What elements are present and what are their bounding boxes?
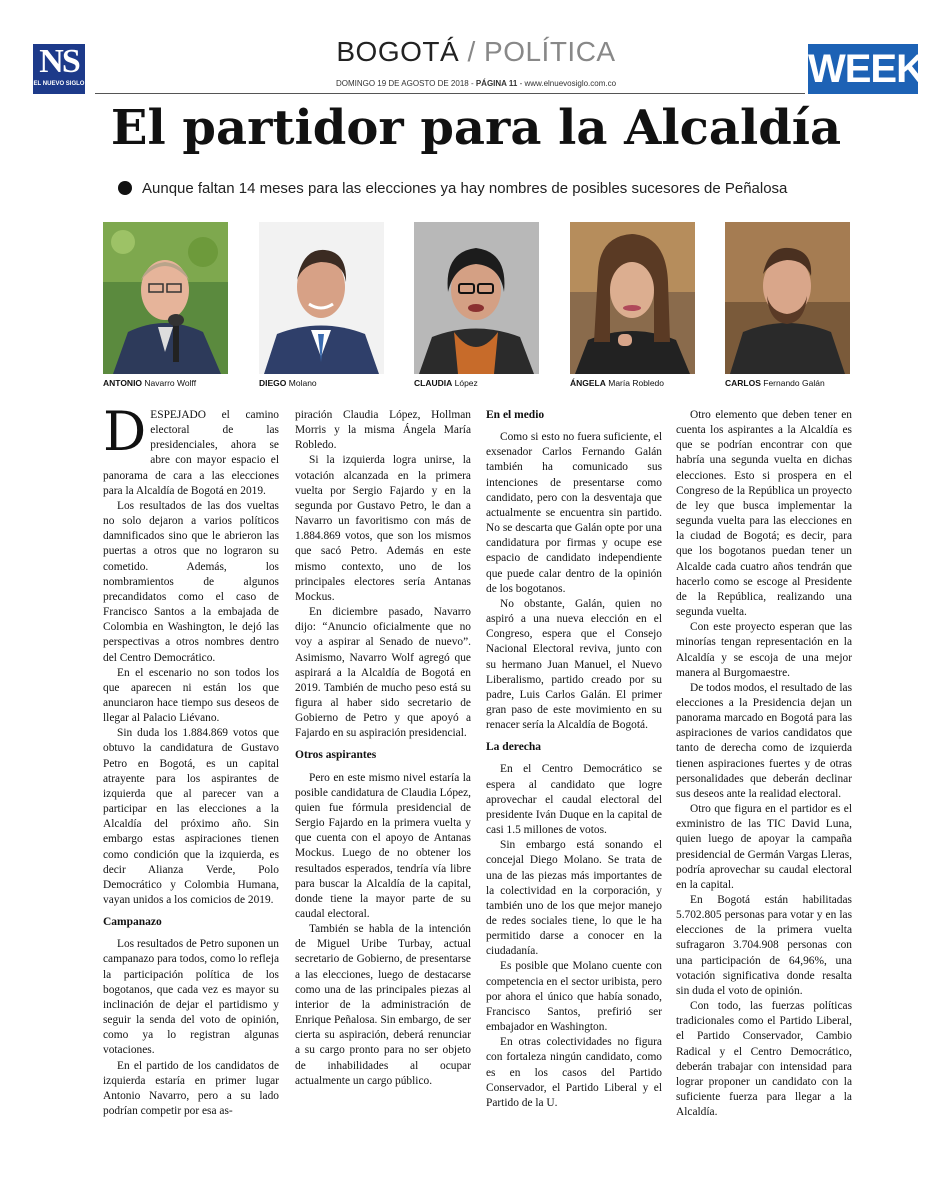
photo-carlos-galan [725, 222, 850, 374]
headline: El partidor para la Alcaldía [110, 100, 842, 156]
paragraph: Sin embargo está sonando el concejal Diego Molano. Se trata de una de las piezas más importantes de la colectividad en la corporación, y también uno de los que mejor manejo de redes sociales tiene, lo que le ha permitido darse a conocer en la ciudadanía. [486, 839, 662, 958]
paragraph: En el escenario no son todos los que aparecen ni están los que anunciaron hace tiempo sus deseos de llegar al Palacio Liévano. [103, 666, 279, 725]
article-column-4 [676, 408, 852, 1120]
logo-subtitle: EL NUEVO SIGLO [33, 81, 85, 87]
photo-angela-robledo [570, 222, 695, 374]
page-number: PÁGINA 11 [475, 79, 518, 88]
paragraph: piración Claudia López, Hollman Morris y la misma Ángela María Robledo. [295, 409, 471, 452]
paragraph: En el Centro Democrático se espera al candidato que logre aprovechar el caudal electoral del presidente Iván Duque en la capital de casi 1.5 millones de votos. [486, 763, 662, 837]
paragraph: Los resultados de Petro suponen un campanazo para todos, como lo refleja la participación política de los bogotanos, que cada vez es mayor su inclinación de dejar el partidismo y seguir la senda del voto de opinión, como ya lo registran algunas votaciones. [103, 938, 279, 1057]
paragraph: DESPEJADO el camino electoral de las presidenciales, ahora se abre con mayor espacio el panorama de cara a las elecciones para la Alcaldía de Bogotá en 2019. [103, 400, 279, 497]
paragraph: De todos modos, el resultado de las elecciones a la Presidencia dejan un panorama marcado en Bogotá para las aspiraciones de varios candidatos que tanto de derecha como de izquierda tienen aspiraciones fuertes y de otras personalidades que deberán declinar sus deseos ante la realidad electoral. [676, 681, 852, 800]
masthead-rule [95, 93, 805, 94]
paragraph: Si la izquierda logra unirse, la votación alcanzada en la primera vuelta por Sergio Fajardo y en la segunda por Gustavo Petro, le dan a Navarro un favoritismo con más de 1.884.869 votos, que son los mismos que sacó Petro. Además en este mismo contexto, uno de los principales electores sería Antanas Mockus. [295, 454, 471, 603]
paragraph: Con este proyecto esperan que las minorías tengan representación en la Alcaldía y se escoja de una mejor manera al Burgomaestre. [676, 621, 852, 679]
paragraph: Los resultados de las dos vueltas no solo dejaron a varios políticos damnificados sino que le abrieron las puertas a otros que no lograron su cometido. Además, los nombramientos de algunos precandidatos como el caso de Francisco Santos a la embajada de Colombia en Washington, le dejó las perspectivas a otros nombres dentro del Centro Democrático. [103, 499, 279, 664]
paragraph: Otro que figura en el partidor es el exministro de las TIC David Luna, quien luego de apoyar la campaña presidencial de Germán Vargas Lleras, podría aprovechar su caudal electoral en la capital. [676, 803, 852, 891]
article-column-3 [486, 408, 662, 1111]
paragraph: También se habla de la intención de Miguel Uribe Turbay, actual secretario de Gobierno, de presentarse a las elecciones, luego de destacarse como una de las principales piezas al interior de la administración de Enrique Peñalosa. Sin embargo, de ser cierta su aspiración, deberá renunciar a su cargo pronto para no ser objeto de inhabilidades al ocupar actualmente un cargo público. [295, 923, 471, 1087]
paragraph: Otro elemento que deben tener en cuenta los aspirantes a la Alcaldía es que se podrían encontrar con que habría una segunda vuelta en dichas elecciones. Esto si prospera en el Congreso de la República un proyecto de ley que busca implementar la segunda vuelta para las elecciones en la ciudad de Bogotá; es decir, para que los bogotanos puedan tener un Alcalde cada cuatro años tendrán que hacerlo como se escoge al Presidente de la República, realizando una segunda vuelta. [676, 409, 852, 619]
paragraph: En Bogotá están habilitadas 5.702.805 personas para votar y en las elecciones de la primera vuelta sufragaron 3.704.908 personas con una participación de 64,96%, una votación significativa donde resalta sin duda el voto de opinión. [676, 894, 852, 997]
section-sub: POLÍTICA [484, 36, 616, 67]
logo-text: NS [39, 43, 79, 80]
article-column-2 [295, 408, 471, 1089]
caption-angela: ÁNGELA María Robledo [570, 378, 665, 388]
paragraph: Con todo, las fuerzas políticas tradicionales como el Partido Liberal, el Partido Conservador, Cambio Radical y el Centro Democrático, deberán trabajar con intensidad para lograr proponer un candidato con la suficiente fuerza para llegar a la Alcaldía. [676, 1000, 852, 1119]
subheading: Otros aspirantes [295, 749, 377, 762]
dateline-url: - www.elnuevosiglo.com.co [519, 79, 617, 88]
paragraph: Es posible que Molano cuente con competencia en el sector uribista, pero por ahora el único que había sonado, Francisco Santos, prefirió ser embajador en Washington. [486, 960, 662, 1034]
deck [118, 180, 787, 197]
photo-antonio-navarro [103, 222, 228, 374]
week-badge: WEEK [808, 44, 918, 94]
article-column-1 [103, 400, 279, 1119]
paragraph: No obstante, Galán, quien no aspiró a una nueva elección en el Congreso, espera que el Consejo Nacional Electoral reviva, junto con su hermano Juan Manuel, el Nuevo Liberalismo, partido creado por su padre, Luis Carlos Galán. El primer gran paso de este movimiento en su renacer sería la Alcaldía de Bogotá. [486, 597, 662, 732]
deck-text: Aunque faltan 14 meses para las elecciones ya hay nombres de posibles sucesores de Peñalosa [142, 180, 788, 197]
subheading: Campanazo [103, 916, 162, 929]
paragraph: En otras colectividades no figura con fortaleza ningún candidato, como es en los casos del Partido Conservador, el Partido Liberal y el Partido de la U. [486, 1036, 662, 1109]
section-main: BOGOTÁ [336, 36, 460, 67]
subheading: En el medio [486, 409, 545, 421]
paragraph: Como si esto no fuera suficiente, el exsenador Carlos Fernando Galán también ha comunicado sus intenciones de presentarse como candidato, pero con la desventaja que actualmente se encuentra sin partido. No se descarta que Galán opte por una candidatura por firmas y ocupe ese espacio de candidato independiente que puede calar dentro de la opinión de los bogotanos. [486, 431, 662, 595]
dateline-date: DOMINGO 19 DE AGOSTO DE 2018 - [335, 79, 474, 88]
caption-antonio: ANTONIO Navarro Wolff [103, 378, 197, 388]
paragraph: Pero en este mismo nivel estaría la posible candidatura de Claudia López, quien fue fórmula presidencial de Sergio Fajardo en la primera vuelta y que cuenta con el apoyo de Antanas Mockus. Luego de no obtener los resultados esperados, tendría vía libre para buscar la Alcaldía de la capital, donde tiene la mayor parte de su caudal electoral. [295, 771, 471, 920]
paragraph: Sin duda los 1.884.869 votos que obtuvo la candidatura de Gustavo Petro en Bogotá, es un capital atrayente para los aspirantes de izquierda que al parecer van a participar en las elecciones a la Alcaldía del próximo año. Sin embargo estas aspiraciones tienen como condición que la izquierda, es decir Alianza Verde, Polo Democrático y Colombia Humana, vayan unidos a los comicios de 2019. [103, 727, 279, 906]
caption-carlos: CARLOS Fernando Galán [725, 378, 825, 388]
photo-claudia-lopez [414, 222, 539, 374]
bullet-icon [118, 181, 132, 195]
caption-diego: DIEGO Molano [259, 378, 317, 388]
photo-diego-molano [259, 222, 384, 374]
dropcap: D [103, 400, 147, 463]
caption-claudia: CLAUDIA López [414, 378, 478, 388]
paragraph: En el partido de los candidatos de izquierda estaría en primer lugar Antonio Navarro, pero a su lado podrían competir por esa as- [103, 1059, 279, 1118]
paragraph: En diciembre pasado, Navarro dijo: “Anuncio oficialmente que no voy a aspirar al Senado de nuevo”. Asimismo, Navarro Wolf agregó que aspirará a la Alcaldía de Bogotá en 2019. También de mucho peso está su figura al haber sido secretario de Gobierno de Petro y que apoyó a Fajardo en su aspiración presidencial. [295, 606, 471, 740]
subheading: La derecha [486, 741, 542, 754]
section-slash: / [467, 36, 476, 67]
